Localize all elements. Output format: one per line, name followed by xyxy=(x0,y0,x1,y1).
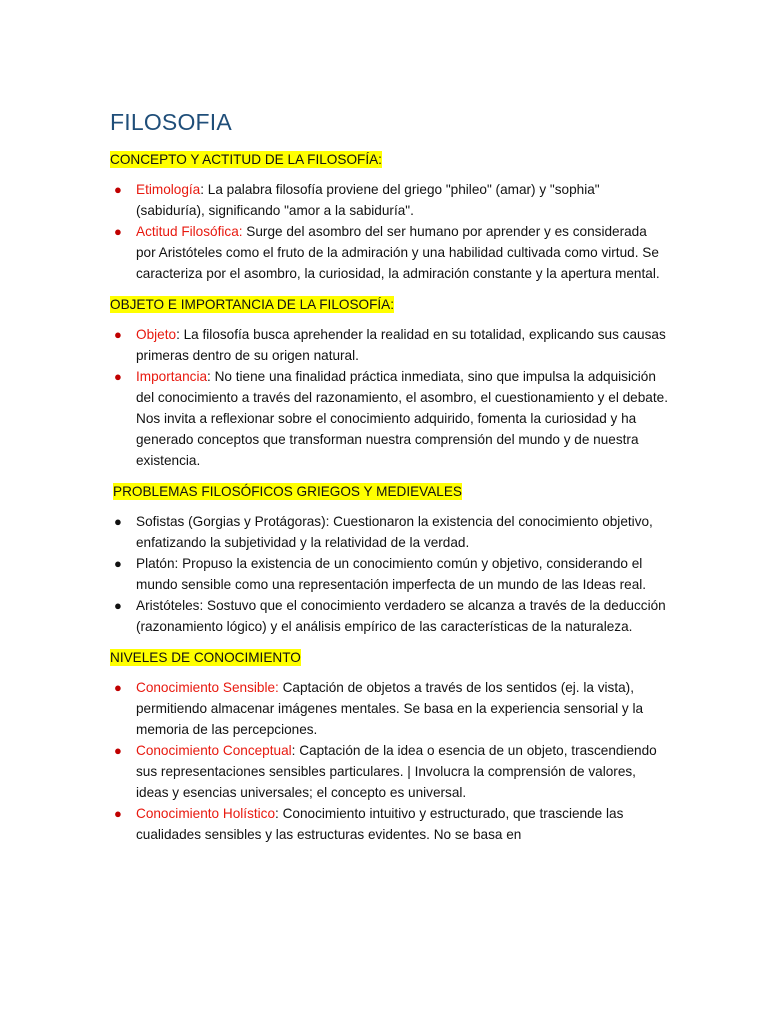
item-text: : Conocimiento intuitivo y estructurado, que trasciende las cualidades sensibles y las estructuras evidentes. No se basa en xyxy=(136,806,624,842)
item-text: Captación de objetos a través de los sentidos (ej. la vista), permitiendo almacenar imágenes mentales. Se basa en la experiencia sensorial y la memoria de las percepciones. xyxy=(136,680,644,737)
section-heading-text: CONCEPTO Y ACTITUD DE LA FILOSOFÍA: xyxy=(110,152,382,167)
item-term: Importancia xyxy=(136,369,208,384)
section-heading-niveles xyxy=(110,647,670,669)
section-heading-text: PROBLEMAS FILOSÓFICOS GRIEGOS Y MEDIEVALES xyxy=(113,484,463,499)
bullet-dot-icon: ● xyxy=(114,806,122,821)
list-item xyxy=(110,740,670,803)
item-text: Sofistas (Gorgias y Protágoras): Cuestionaron la existencia del conocimiento objetivo, enfatizando la subjetividad y la relatividad de la verdad. xyxy=(136,514,653,550)
item-term: Conocimiento Holístico xyxy=(136,806,276,821)
section-list-objeto xyxy=(110,324,670,471)
list-item xyxy=(110,221,670,284)
item-text: : La palabra filosofía proviene del griego "phileo" (amar) y "sophia" (sabiduría), significando "amor a la sabiduría". xyxy=(136,182,600,218)
section-heading-objeto xyxy=(110,294,670,316)
item-text: Aristóteles: Sostuvo que el conocimiento verdadero se alcanza a través de la deducción (razonamiento lógico) y el análisis empírico de las características de la naturaleza. xyxy=(136,598,666,634)
bullet-dot-icon: ● xyxy=(114,369,122,384)
list-item xyxy=(110,553,670,595)
list-item xyxy=(110,803,670,845)
section-heading-concepto xyxy=(110,149,670,171)
item-text: Platón: Propuso la existencia de un conocimiento común y objetivo, considerando el mundo sensible como una representación imperfecta de un mundo de las Ideas real. xyxy=(136,556,647,592)
item-text: : Captación de la idea o esencia de un objeto, trascendiendo sus representaciones sensibles particulares. | Involucra la comprensión de valores, ideas y esencias universales; el concepto es universal. xyxy=(136,743,657,800)
bullet-dot-icon: ● xyxy=(114,680,122,695)
item-text: Surge del asombro del ser humano por aprender y es considerada por Aristóteles como el fruto de la admiración y una habilidad cultivada como virtud. Se caracteriza por el asombro, la curiosidad, la admiración constante y la apertura mental. xyxy=(136,224,660,281)
list-item xyxy=(110,511,670,553)
section-heading-problemas xyxy=(110,481,670,503)
section-list-concepto xyxy=(110,179,670,284)
section-list-problemas xyxy=(110,511,670,637)
list-item xyxy=(110,366,670,471)
bullet-dot-icon: ● xyxy=(114,182,122,197)
section-list-niveles xyxy=(110,677,670,845)
item-term: Actitud Filosófica: xyxy=(136,224,243,239)
page-title: FILOSOFIA xyxy=(110,109,232,135)
bullet-dot-icon: ● xyxy=(114,224,122,239)
item-text: : La filosofía busca aprehender la realidad en su totalidad, explicando sus causas primeras dentro de su origen natural. xyxy=(136,327,666,363)
bullet-dot-icon: ● xyxy=(114,598,122,613)
bullet-dot-icon: ● xyxy=(114,327,122,342)
item-term: Conocimiento Sensible: xyxy=(136,680,279,695)
item-term: Conocimiento Conceptual xyxy=(136,743,292,758)
bullet-dot-icon: ● xyxy=(114,743,122,758)
section-heading-text: OBJETO E IMPORTANCIA DE LA FILOSOFÍA: xyxy=(110,297,395,312)
bullet-dot-icon: ● xyxy=(114,556,122,571)
item-term: Objeto xyxy=(136,327,177,342)
list-item xyxy=(110,324,670,366)
list-item xyxy=(110,179,670,221)
item-text: : No tiene una finalidad práctica inmediata, sino que impulsa la adquisición del conocimiento a través del razonamiento, el asombro, el cuestionamiento y el debate. Nos invita a reflexionar sobre el conocimiento adquirido, fomenta la curiosidad y ha generado conceptos que transforman nuestra comprensión del mundo y de nuestra existencia. xyxy=(136,369,668,468)
list-item xyxy=(110,595,670,637)
section-heading-text: NIVELES DE CONOCIMIENTO xyxy=(110,650,301,665)
bullet-dot-icon: ● xyxy=(114,514,122,529)
list-item xyxy=(110,677,670,740)
document-content xyxy=(110,107,670,855)
item-term: Etimología xyxy=(136,182,201,197)
